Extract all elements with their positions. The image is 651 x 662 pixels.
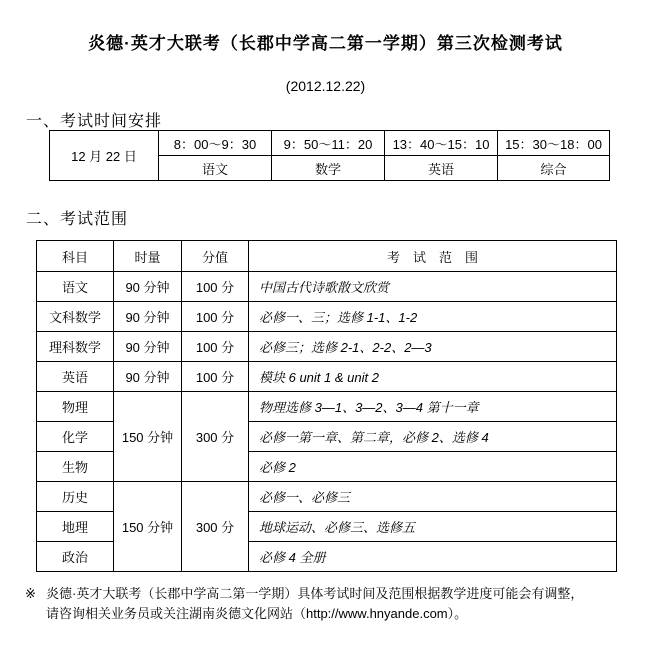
- scope-row-chinese: [37, 272, 617, 302]
- scope-cell: 必修一、三；选修 1-1、1-2: [249, 302, 617, 332]
- exam-schedule-table: [49, 130, 610, 181]
- slot-time-2: 9：50～11：20: [272, 131, 385, 156]
- subject-cell: 政治: [37, 542, 114, 572]
- footnote-text: [46, 584, 640, 624]
- scope-cell: 必修一、必修三: [249, 482, 617, 512]
- section1-heading: 一、考试时间安排: [26, 113, 163, 130]
- score-cell-merged: 300 分: [182, 482, 249, 572]
- duration-cell-merged: 150 分钟: [114, 392, 182, 482]
- col-header-scope: 考 试 范 围: [249, 241, 617, 272]
- subject-cell: 历史: [37, 482, 114, 512]
- subject-cell: 语文: [37, 272, 114, 302]
- slot-time-3: 13：40～15：10: [385, 131, 498, 156]
- document-title: 炎德·英才大联考（长郡中学高二第一学期）第三次检测考试: [88, 34, 563, 53]
- scope-header-row: [37, 241, 617, 272]
- scope-cell: 模块 6 unit 1 & unit 2: [249, 362, 617, 392]
- scope-cell: 地球运动、必修三、选修五: [249, 512, 617, 542]
- slot-time-4: 15：30～18：00: [498, 131, 610, 156]
- footnote: [25, 584, 640, 624]
- scope-row-physics: [37, 392, 617, 422]
- scope-row-english: [37, 362, 617, 392]
- slot-subject-4: 综合: [498, 156, 610, 181]
- subject-cell: 物理: [37, 392, 114, 422]
- footnote-line1: 炎德·英才大联考（长郡中学高二第一学期）具体考试时间及范围根据教学进度可能会有调整，: [46, 586, 584, 601]
- exam-scope-table: [36, 240, 617, 572]
- score-cell: 100 分: [182, 302, 249, 332]
- score-cell: 100 分: [182, 332, 249, 362]
- slot-subject-1: 语文: [159, 156, 272, 181]
- scope-cell: 物理选修 3—1、3—2、3—4 第十一章: [249, 392, 617, 422]
- subject-cell: 地理: [37, 512, 114, 542]
- scope-cell: 必修三；选修 2-1、2-2、2—3: [249, 332, 617, 362]
- scope-cell: 中国古代诗歌散文欣赏: [249, 272, 617, 302]
- exam-date-cell: 12 月 22 日: [50, 131, 159, 181]
- scope-cell: 必修一第一章、第二章，必修 2、选修 4: [249, 422, 617, 452]
- scope-row-liberal-math: [37, 302, 617, 332]
- duration-cell: 90 分钟: [114, 362, 182, 392]
- subject-cell: 文科数学: [37, 302, 114, 332]
- col-header-score: 分值: [182, 241, 249, 272]
- footnote-marker: ※: [25, 586, 36, 601]
- col-header-subject: 科目: [37, 241, 114, 272]
- document-date: (2012.12.22): [285, 78, 366, 94]
- duration-cell: 90 分钟: [114, 302, 182, 332]
- subject-cell: 生物: [37, 452, 114, 482]
- subject-cell: 理科数学: [37, 332, 114, 362]
- col-header-duration: 时量: [114, 241, 182, 272]
- subject-cell: 化学: [37, 422, 114, 452]
- duration-cell: 90 分钟: [114, 332, 182, 362]
- score-cell: 100 分: [182, 362, 249, 392]
- scope-row-science-math: [37, 332, 617, 362]
- subject-cell: 英语: [37, 362, 114, 392]
- score-cell-merged: 300 分: [182, 392, 249, 482]
- duration-cell: 90 分钟: [114, 272, 182, 302]
- scope-cell: 必修 2: [249, 452, 617, 482]
- scope-cell: 必修 4 全册: [249, 542, 617, 572]
- slot-subject-3: 英语: [385, 156, 498, 181]
- score-cell: 100 分: [182, 272, 249, 302]
- duration-cell-merged: 150 分钟: [114, 482, 182, 572]
- slot-time-1: 8：00～9：30: [159, 131, 272, 156]
- slot-subject-2: 数学: [272, 156, 385, 181]
- schedule-time-row: [50, 131, 610, 156]
- footnote-line2: 请咨询相关业务员或关注湖南炎德文化网站（http://www.hnyande.com）。: [46, 606, 468, 621]
- scope-row-history: [37, 482, 617, 512]
- section2-heading: 二、考试范围: [26, 211, 129, 228]
